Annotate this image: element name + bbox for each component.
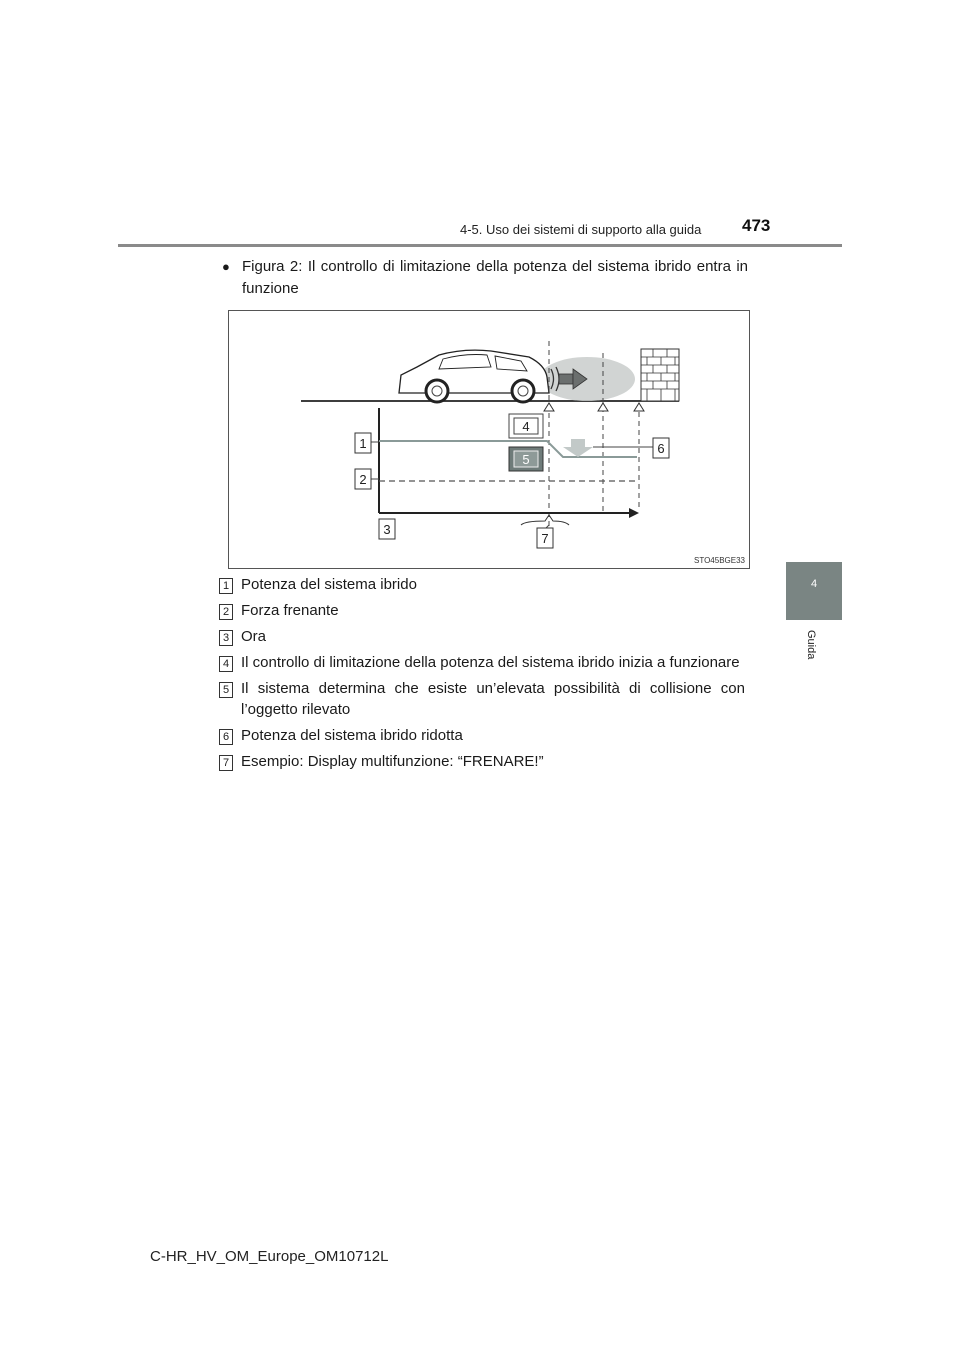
bullet-paragraph: [222, 256, 748, 300]
callout-number: 3: [383, 522, 391, 537]
callout-number: 4: [522, 419, 530, 434]
power-reduction-arrow-icon: [563, 439, 593, 457]
time-marker-triangle: [634, 403, 644, 411]
legend-number-badge: 4: [219, 656, 233, 672]
legend-text: Il sistema determina che esiste un’elevata possibilità di collisione con l’oggetto rilevato: [241, 680, 745, 718]
legend-item: [219, 725, 745, 746]
hybrid-power-line: [379, 441, 637, 457]
legend-number-badge: 1: [219, 578, 233, 594]
legend-number-badge: 5: [219, 682, 233, 698]
legend-item: [219, 626, 745, 647]
section-title: 4-5. Uso dei sistemi di supporto alla guida: [460, 222, 702, 237]
figure-diagram: [228, 310, 750, 569]
callout-2: [355, 469, 371, 489]
wall-icon: [641, 349, 679, 401]
legend-list: [219, 574, 745, 777]
legend-item: [219, 574, 745, 595]
callout-1: [355, 433, 371, 453]
car-icon: [399, 350, 549, 402]
time-marker-triangle: [598, 403, 608, 411]
time-axis-arrow: [629, 508, 639, 518]
callout-number: 1: [359, 436, 367, 451]
callout-number: 6: [657, 441, 665, 456]
legend-text: Il controllo di limitazione della potenza del sistema ibrido inizia a funzionare: [241, 654, 740, 671]
legend-text: Potenza del sistema ibrido: [241, 576, 417, 593]
legend-item: [219, 600, 745, 621]
page-number: 473: [742, 216, 771, 235]
header-divider: [118, 244, 842, 247]
callout-number: 7: [541, 531, 549, 546]
legend-item: [219, 652, 745, 673]
callout-4: [509, 414, 543, 438]
diagram-drawing: [229, 311, 751, 570]
chapter-number: 4: [810, 578, 818, 590]
callout-7: [537, 528, 553, 548]
legend-number-badge: 3: [219, 630, 233, 646]
document-code: C-HR_HV_OM_Europe_OM10712L: [150, 1248, 389, 1265]
legend-number-badge: 6: [219, 729, 233, 745]
figure-code: STO45BGE33: [694, 556, 745, 565]
time-marker-triangle: [544, 403, 554, 411]
callout-6: [653, 438, 669, 458]
legend-item: [219, 751, 745, 772]
bullet-icon: ●: [222, 259, 230, 274]
legend-text: Forza frenante: [241, 602, 339, 619]
legend-item: [219, 678, 745, 720]
chapter-label: Guida: [805, 630, 817, 660]
bracket: [521, 515, 569, 525]
callout-5: [509, 447, 543, 471]
callout-3: [379, 519, 395, 539]
chapter-tab[interactable]: [786, 562, 842, 620]
legend-text: Potenza del sistema ibrido ridotta: [241, 727, 463, 744]
legend-text: Esempio: Display multifunzione: “FRENARE!”: [241, 753, 544, 770]
callout-number: 5: [522, 452, 530, 467]
legend-text: Ora: [241, 628, 267, 645]
legend-number-badge: 7: [219, 755, 233, 771]
legend-number-badge: 2: [219, 604, 233, 620]
bullet-text: Figura 2: Il controllo di limitazione della potenza del sistema ibrido entra in funzione: [242, 258, 748, 297]
callout-number: 2: [359, 472, 367, 487]
